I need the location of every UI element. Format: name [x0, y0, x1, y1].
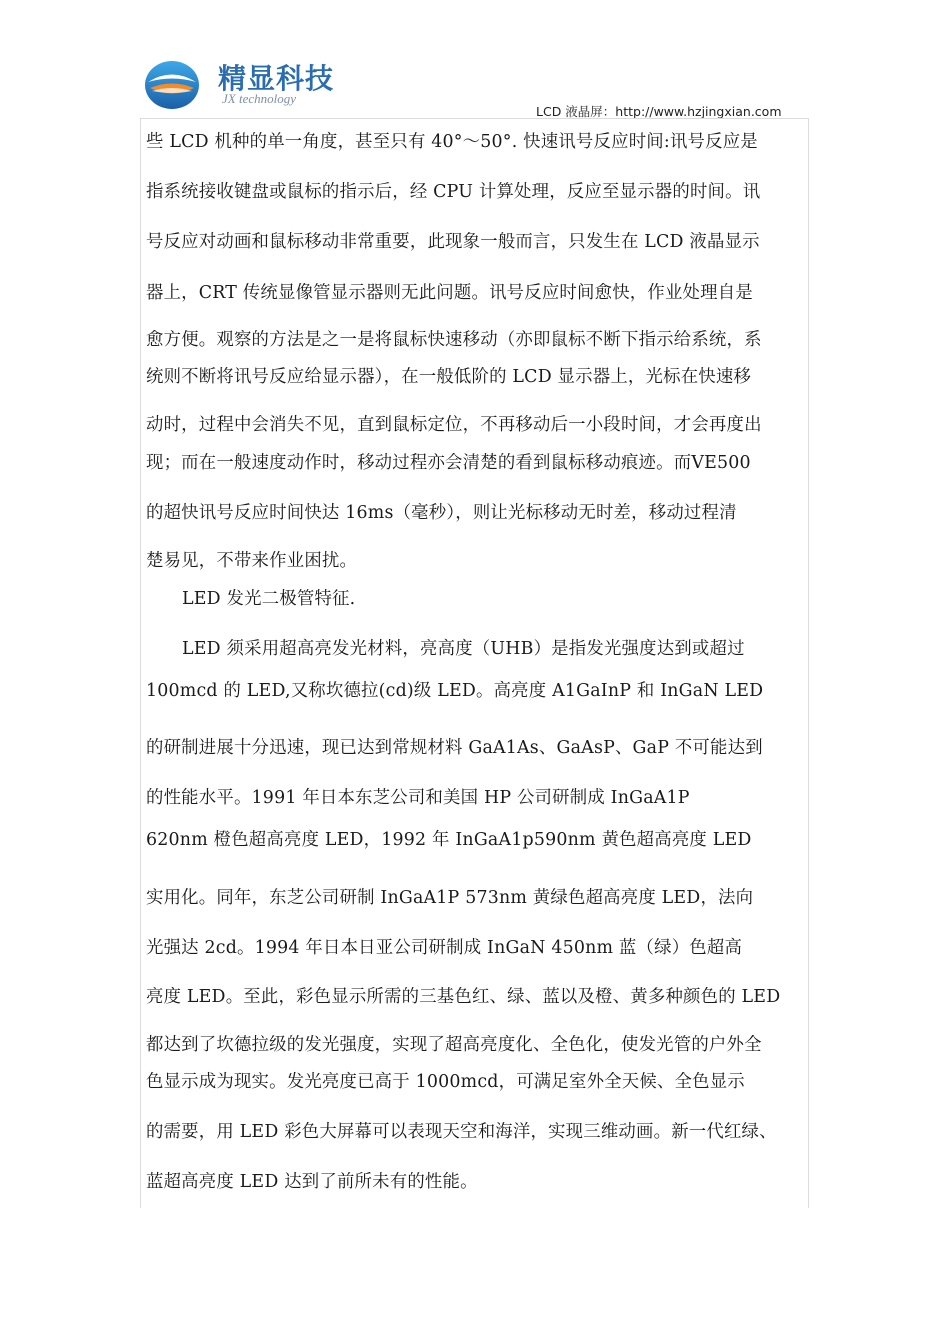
body-text-line: 愈方便。观察的方法是之一是将鼠标快速移动（亦即鼠标不断下指示给系统，系 [146, 330, 762, 350]
body-text-line: 亮度 LED。至此，彩色显示所需的三基色红、绿、蓝以及橙、黄多种颜色的 LED [146, 987, 781, 1007]
body-text-line: 动时，过程中会消失不见，直到鼠标定位，不再移动后一小段时间，才会再度出 [146, 415, 762, 435]
section-heading: LED 发光二极管特征. [182, 589, 356, 609]
body-text-line: 光强达 2cd。1994 年日本日亚公司研制成 InGaN 450nm 蓝（绿）色超高 [146, 938, 743, 958]
body-text-line: 些 LCD 机种的单一角度，甚至只有 40°～50°. 快速讯号反应时间:讯号反应是 [146, 132, 758, 152]
body-text-line: 楚易见，不带来作业困扰。 [146, 551, 358, 571]
body-text-line: 蓝超高亮度 LED 达到了前所未有的性能。 [146, 1172, 478, 1192]
body-text-line: 统则不断将讯号反应给显示器），在一般低阶的 LCD 显示器上，光标在快速移 [146, 367, 752, 387]
body-text-line: 100mcd 的 LED,又称坎德拉(cd)级 LED。高亮度 A1GaInP 和 InGaN LED [146, 681, 764, 701]
body-text-line: 都达到了坎德拉级的发光强度，实现了超高亮度化、全色化，使发光管的户外全 [146, 1035, 762, 1055]
brand-name: 精显科技 [218, 62, 335, 95]
body-text-line: 色显示成为现实。发光亮度已高于 1000mcd，可满足室外全天候、全色显示 [146, 1072, 745, 1092]
body-text-line: LED 须采用超高亮发光材料，亮高度（UHB）是指发光强度达到或超过 [182, 639, 745, 659]
body-text-line: 现；而在一般速度动作时，移动过程亦会清楚的看到鼠标移动痕迹。而VE500 [146, 453, 751, 473]
body-text-line: 号反应对动画和鼠标移动非常重要，此现象一般而言，只发生在 LCD 液晶显示 [146, 232, 760, 252]
body-text-line: 的超快讯号反应时间快达 16ms（毫秒），则让光标移动无时差，移动过程清 [146, 503, 737, 523]
body-text-line: 指系统接收键盘或鼠标的指示后，经 CPU 计算处理，反应至显示器的时间。讯 [146, 182, 761, 202]
body-text-line: 的研制进展十分迅速，现已达到常规材料 GaA1As、GaAsP、GaP 不可能达到 [146, 738, 763, 758]
header-url: LCD 液晶屏：http://www.hzjingxian.com [536, 104, 782, 119]
brand-subtitle: JX technology [222, 91, 296, 106]
body-text-line: 620nm 橙色超高亮度 LED，1992 年 InGaA1p590nm 黄色超高亮度 LED [146, 830, 752, 850]
page-frame-left [140, 118, 141, 1208]
page-frame-top [140, 118, 808, 119]
body-text-line: 的需要，用 LED 彩色大屏幕可以表现天空和海洋，实现三维动画。新一代红绿、 [146, 1122, 777, 1142]
body-text-line: 实用化。同年，东芝公司研制 InGaA1P 573nm 黄绿色超高亮度 LED，法向 [146, 888, 754, 908]
body-text-line: 器上，CRT 传统显像管显示器则无此问题。讯号反应时间愈快，作业处理自是 [146, 283, 753, 303]
body-text-line: 的性能水平。1991 年日本东芝公司和美国 HP 公司研制成 InGaA1P [146, 788, 690, 808]
